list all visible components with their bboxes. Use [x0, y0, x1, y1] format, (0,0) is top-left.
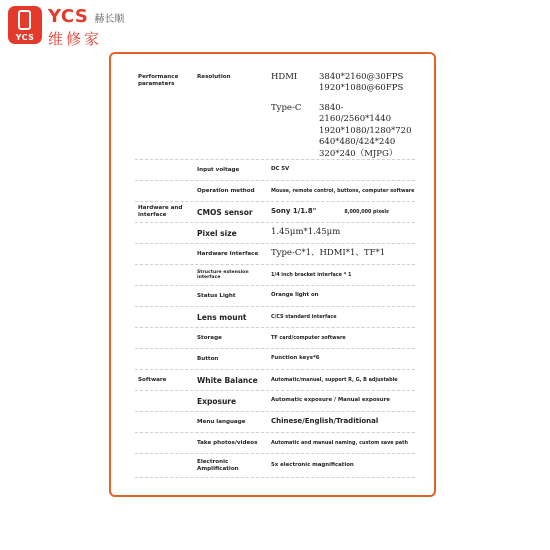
category-software: Software [138, 376, 167, 383]
spec-value: Mouse, remote control, buttons, computer software [271, 187, 415, 194]
spec-row-menu-language [135, 412, 415, 433]
spec-label: Button [197, 355, 219, 362]
frame-mark-bottom [336, 495, 350, 497]
spec-row-hardware-interface [135, 244, 415, 265]
spec-label: Pixel size [197, 228, 237, 238]
spec-row-input-voltage [135, 160, 415, 181]
spec-value: Automatic and manual naming, custom save path [271, 439, 408, 446]
spec-value: 5x electronic magnification [271, 461, 354, 468]
spec-value: 1.45μm*1.45μm [271, 227, 341, 238]
spec-label: Lens mount [197, 312, 247, 322]
spec-row-operation-method [135, 181, 415, 202]
category-hardware: Hardware and interface [138, 205, 183, 218]
logo-brand-cn-small: 赫长顺 [94, 14, 125, 25]
phone-icon [18, 10, 31, 30]
spec-label: Operation method [197, 187, 255, 194]
spec-row-structure-extension [135, 265, 415, 286]
spec-label: Storage [197, 334, 222, 341]
spec-row-storage [135, 328, 415, 349]
spec-label: Resolution [197, 74, 231, 80]
resolution-values [271, 72, 415, 164]
resolution-line: 3840-2160/2560*1440 [319, 102, 392, 125]
resolution-line: 640*480/424*240 [319, 137, 396, 148]
spec-value: TF card/computer software [271, 334, 346, 341]
brand-logo [8, 6, 124, 48]
spec-row-status-light [135, 286, 415, 307]
spec-label: Hardware Interface [197, 250, 259, 257]
spec-row-button [135, 349, 415, 370]
spec-value: Function keys*6 [271, 355, 320, 362]
spec-value: Type-C*1、HDMI*1、TF*1 [271, 248, 386, 259]
category-performance: Performance parameters [138, 74, 179, 87]
spec-label: Exposure [197, 396, 237, 406]
spec-extra: 8,000,000 pixels [344, 209, 389, 215]
spec-row-pixel-size [135, 223, 415, 244]
spec-label: Menu language [197, 418, 246, 425]
spec-label: Status Light [197, 292, 236, 299]
spec-row-lens-mount [135, 307, 415, 328]
spec-label: Input voltage [197, 166, 240, 173]
logo-badge-text: YCS [15, 33, 35, 42]
spec-value: Chinese/English/Traditional [271, 417, 379, 426]
spec-value: Orange light on [271, 292, 319, 299]
spec-label: CMOS sensor [197, 207, 253, 217]
spec-label: Take photos/videos [197, 439, 258, 446]
frame-mark-top [330, 52, 344, 54]
spec-value: C/CS standard interface [271, 313, 337, 320]
resolution-line: 1920*1080@60FPS [319, 83, 404, 94]
resolution-hdmi [271, 72, 415, 95]
spec-label: Electronic Amplification [197, 458, 239, 472]
resolution-line: 3840*2160@30FPS [319, 72, 404, 82]
spec-value: Automatic/manual, support R, G, B adjustable [271, 376, 398, 383]
spec-label: White Balance [197, 375, 258, 385]
spec-value: Automatic exposure / Manual exposure [271, 397, 390, 404]
spec-table [135, 66, 415, 478]
spec-row-white-balance [135, 370, 415, 391]
resolution-line: 1920*1080/1280*720 [319, 125, 412, 136]
logo-text [48, 6, 124, 49]
logo-badge [8, 6, 42, 44]
spec-row-cmos-sensor [135, 202, 415, 223]
spec-value: Sony 1/1.8" [271, 207, 317, 216]
interface-name: HDMI [271, 72, 298, 82]
resolution-typec [271, 103, 415, 160]
resolution-line: 320*240（MJPG） [319, 148, 398, 159]
logo-brand-cn-big: 维修家 [48, 30, 103, 48]
spec-label: Structure extension interface [197, 269, 249, 280]
spec-value: 1/4 inch bracket interface * 1 [271, 271, 352, 278]
spec-value: DC 5V [271, 166, 290, 173]
spec-row-resolution [135, 66, 415, 160]
spec-row-electronic-amplification [135, 454, 415, 478]
spec-row-take-photos [135, 433, 415, 454]
interface-name: Type-C [271, 102, 302, 113]
logo-brand: YCS [48, 6, 89, 27]
spec-row-exposure [135, 391, 415, 412]
